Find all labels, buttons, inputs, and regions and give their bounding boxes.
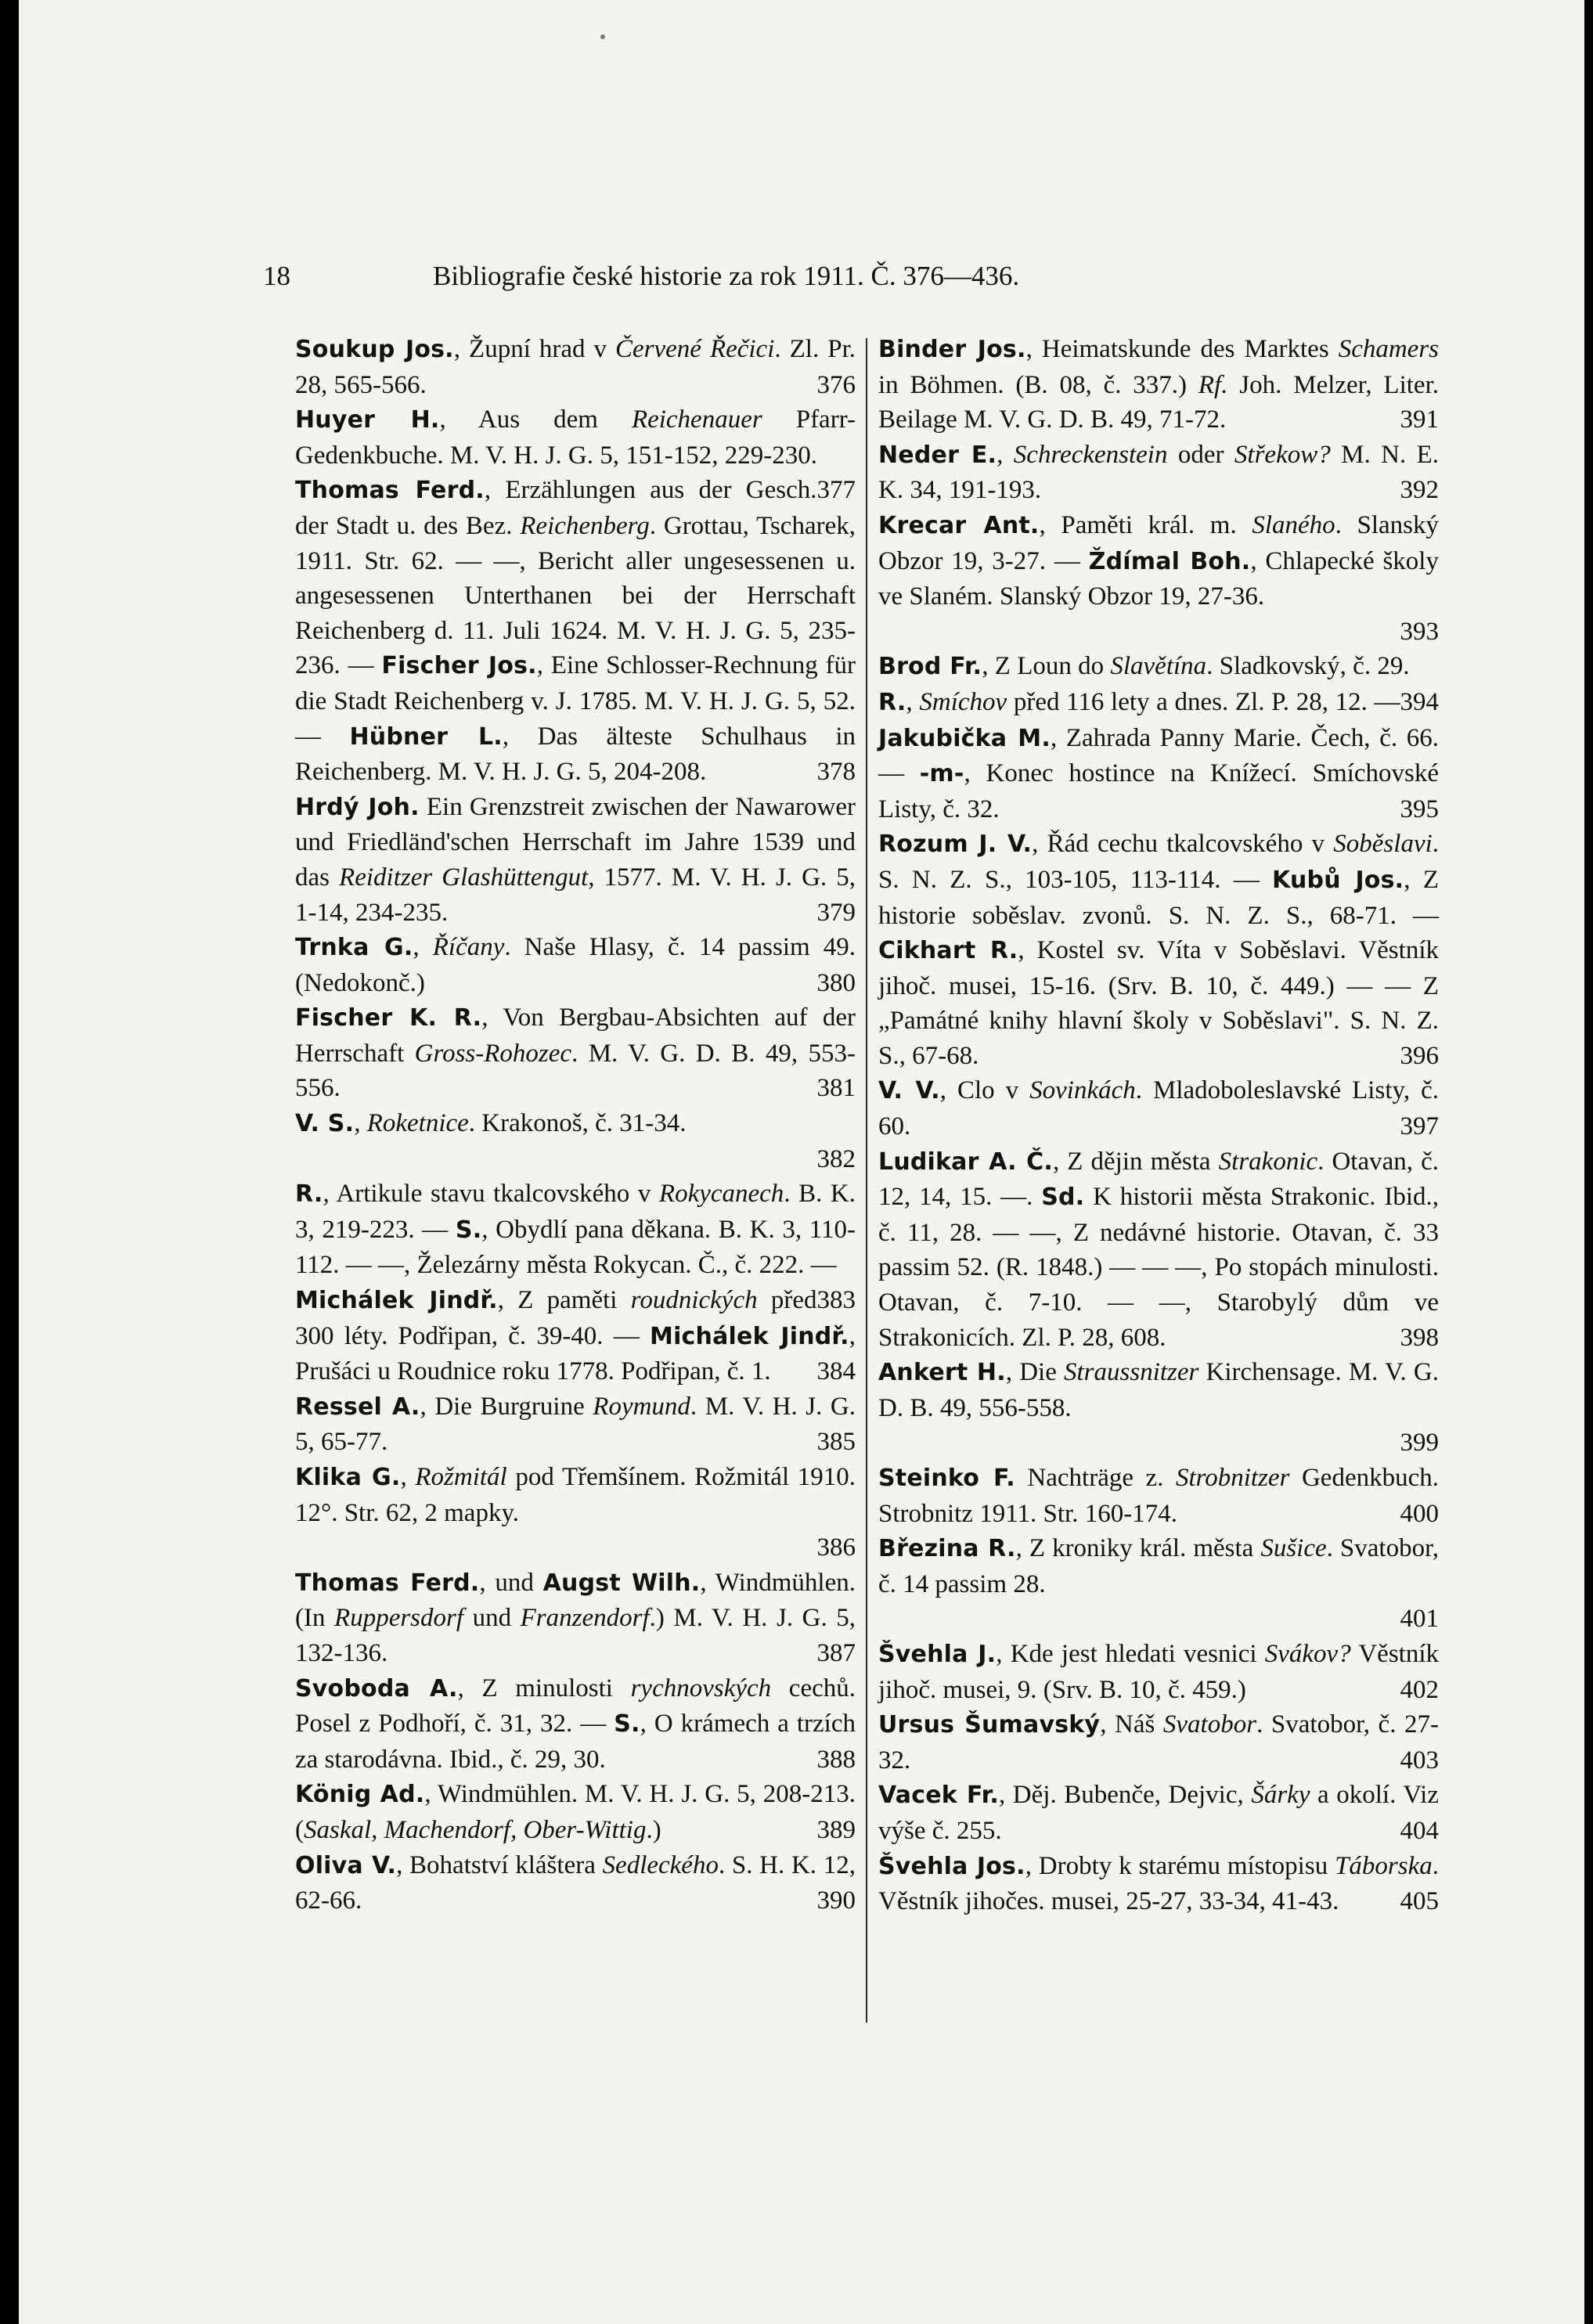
entry-italic-text: Táborska [1335, 1851, 1433, 1880]
entry-author: R. [878, 688, 906, 716]
entry-author: Ludikar A. Č. [878, 1148, 1053, 1176]
entry-author: Svoboda A. [295, 1674, 458, 1702]
entry-text: . Sladkovský, č. 29. [1206, 652, 1410, 681]
entry-text: před 300 léty. Podřipan, č. 39-40. — [295, 1286, 817, 1350]
entry-text: , Z historie soběslav. zvonů. S. N. Z. S., 68-71. — [878, 865, 1439, 930]
entry-author: Michálek Jindř. [650, 1322, 849, 1350]
entry-number: 389 [816, 1815, 856, 1844]
entry-italic-text: Reiditzer Glashüttengut [339, 863, 589, 892]
entry-number: 385 [816, 1428, 856, 1457]
entry-italic-text: Sedleckého [602, 1850, 719, 1879]
entry-text: . S. N. Z. S., 103-105, 113-114. — [878, 830, 1440, 894]
bibliography-entry [878, 508, 1439, 649]
entry-number: 384 [816, 1357, 856, 1386]
bibliography-entry [878, 1073, 1439, 1144]
entry-text: , Drobty k starému místopisu [1025, 1851, 1335, 1880]
entry-author: Neder E. [878, 441, 997, 469]
entry-text: .) M. V. H. J. G. 5, 132-136. [295, 1604, 856, 1667]
entry-text: . Grottau, Tscharek, 1911. Str. 62. — —, Bericht aller ungesessenen u. angesessenen Unterthanen bei der Herrschaft Reichenberg d. 11. Juli 1624. M. V. H. J. G. 5, 235-236. — [295, 511, 856, 680]
entry-text: pod Třemšínem. Rožmitál 1910. 12°. Str. 62, 2 mapky. [295, 1463, 856, 1527]
entry-text: , und [479, 1568, 543, 1597]
entry-text: M. N. E. K. 34, 191-193. [878, 440, 1439, 505]
entry-author: Binder Jos. [878, 336, 1026, 363]
entry-text: . Otavan, č. 12, 14, 15. —. [878, 1147, 1439, 1212]
entry-number: 402 [1400, 1675, 1439, 1704]
entry-number: 398 [1400, 1323, 1439, 1352]
bibliography-entry [878, 438, 1439, 508]
entry-number: 379 [816, 898, 856, 927]
bibliography-entry [878, 1355, 1439, 1461]
entry-text: , Z paměti [497, 1286, 631, 1315]
entry-italic-text: Gross-Rohozec [414, 1039, 572, 1068]
entry-italic-text: Schreckenstein [1013, 440, 1168, 469]
entry-italic-text: Svatobor [1162, 1710, 1257, 1739]
entry-number: 388 [816, 1745, 856, 1774]
bibliography-entry [878, 685, 1439, 827]
bibliography-entry [295, 930, 856, 1000]
page-header [263, 261, 1019, 292]
entry-italic-text: Sovinkách [1029, 1076, 1136, 1105]
entry-text: , [906, 687, 920, 716]
entry-text: in Böhmen. (B. 08, č. 337.) [878, 370, 1198, 399]
entry-text: Věstník jihoč. musei, 9. (Srv. B. 10, č. 459.) [878, 1639, 1440, 1704]
entry-author: Ždímal Boh. [1088, 547, 1251, 575]
entry-text: . Krakonoš, č. 31-34. [468, 1109, 687, 1138]
bibliography-entry [295, 332, 856, 402]
entry-number: 378 [816, 758, 856, 787]
bibliography-entry [295, 1671, 856, 1778]
entry-number: 380 [816, 968, 856, 997]
entry-italic-text: Ruppersdorf [334, 1604, 464, 1633]
entry-number: 399 [1400, 1429, 1439, 1457]
bibliography-entry [295, 1000, 856, 1106]
entry-text: , Z kroniky král. města [1015, 1534, 1261, 1563]
entry-number: 392 [1400, 476, 1439, 505]
entry-text: , Erzählungen aus der Gesch. der Stadt u. des Bez. [295, 476, 817, 540]
entry-number: 401 [1400, 1605, 1439, 1634]
entry-number: 381 [816, 1074, 856, 1103]
entry-author: Hrdý Joh. [295, 793, 420, 821]
entry-text: , Aus dem [439, 405, 632, 434]
entry-number: 387 [816, 1638, 856, 1667]
entry-text: und [463, 1604, 521, 1633]
entry-italic-text: Střekow? [1234, 440, 1331, 469]
entry-text: , Děj. Bubenče, Dejvic, [998, 1781, 1252, 1810]
bibliography-entry [295, 1777, 856, 1847]
entry-italic-text: Reichenberg [520, 511, 650, 540]
entry-text: , Obydlí pana děkana. B. K. 3, 110-112. — —, Železárny města Rokycan. Č., č. 222. — [295, 1215, 856, 1280]
entry-italic-text: Rožmitál [415, 1463, 507, 1491]
entry-author: S. [455, 1216, 482, 1244]
bibliography-entry [878, 1849, 1439, 1919]
entry-italic-text: Soběslavi [1333, 830, 1433, 859]
bibliography-entry [295, 1566, 856, 1671]
entry-text: . B. K. 3, 219-223. — [295, 1180, 856, 1244]
entry-text: , Heimatskunde des Marktes [1025, 335, 1339, 363]
entry-author: Rozum J. V. [878, 831, 1033, 859]
entry-number: 391 [1400, 405, 1439, 434]
bibliography-entry [295, 1848, 856, 1919]
entry-author: V. S. [295, 1110, 355, 1138]
entry-italic-text: Sušice [1260, 1534, 1327, 1563]
entry-text: , Das älteste Schulhaus in Reichenberg. M. V. H. J. G. 5, 204-208. [295, 722, 856, 787]
entry-text: . Mladoboleslavské Listy, č. 60. [878, 1076, 1439, 1141]
entry-text: , 1577. M. V. H. J. G. 5, 1-14, 234-235. [295, 863, 856, 927]
entry-text: , Von Bergbau-Absichten auf der Herrschaft [295, 1003, 856, 1068]
entry-text: . Zl. Pr. 28, 565-566. [295, 335, 856, 399]
entry-text: , [997, 440, 1014, 469]
entry-number: 390 [816, 1886, 856, 1915]
entry-italic-text: Strakonic [1218, 1147, 1318, 1176]
entry-author: Fischer Jos. [381, 652, 537, 680]
entry-author: Kubů Jos. [1272, 866, 1404, 894]
entry-author: Steinko F. [878, 1465, 1015, 1492]
entry-author: König Ad. [295, 1781, 425, 1809]
entry-italic-text: Schamers [1338, 335, 1439, 363]
bibliography-entry [878, 827, 1439, 1073]
entry-text: , Prušáci u Roudnice roku 1778. Podřipan, č. 1. [295, 1321, 856, 1386]
entry-italic-text: Slavětína [1110, 652, 1207, 681]
entry-italic-text: Šárky [1251, 1781, 1310, 1810]
entry-text: Nachträge z. [1015, 1464, 1176, 1492]
entry-author: Sd. [1041, 1184, 1085, 1212]
entry-italic-text: Červené Řečici [615, 335, 775, 363]
entry-author: Huyer H. [295, 406, 440, 434]
entry-number: 383 [816, 1286, 856, 1315]
entry-author: Trnka G. [295, 934, 413, 962]
entry-author: Ankert H. [878, 1359, 1006, 1387]
entry-text: cechů. Posel z Podhoří, č. 31, 32. — [295, 1674, 856, 1738]
entry-text: , Windmühlen. M. V. H. J. G. 5, 208-213. ( [295, 1780, 856, 1844]
entry-italic-text: Saskal, Machendorf, Ober-Wittig [304, 1815, 647, 1844]
entry-author: Fischer K. R. [295, 1004, 482, 1032]
entry-text: . Naše Hlasy, č. 14 passim 49. (Nedokonč.) [295, 933, 856, 997]
bibliography-entry [295, 473, 856, 789]
entry-italic-text: Straussnitzer [1064, 1358, 1199, 1387]
entry-text: , Die [1005, 1358, 1065, 1387]
entry-text: , [413, 933, 433, 962]
entry-number: 386 [816, 1533, 856, 1562]
entry-author: Švehla J. [878, 1640, 997, 1668]
bibliography-entry [295, 1460, 856, 1566]
entry-text: . Svatobor, č. 14 passim 28. [878, 1534, 1439, 1598]
entry-text: , Z Loun do [982, 652, 1111, 681]
entry-text: , Z minulosti [457, 1674, 631, 1702]
bibliography-entry [295, 790, 856, 930]
entry-text: Joh. Melzer, Liter. Beilage M. V. G. D. B. 49, 71-72. [878, 370, 1439, 434]
entry-italic-text: Roketnice [366, 1109, 469, 1138]
entry-italic-text: Slaného [1252, 510, 1335, 539]
right-column [878, 332, 1439, 1919]
entry-number: 403 [1400, 1746, 1439, 1775]
entry-text: , Kostel sv. Víta v Soběslavi. Věstník jihoč. musei, 15-16. (Srv. B. 10, č. 449.) — — Z „Památné knihy hlavní školy v Soběslavi". S. N. Z. S., 67-68. [878, 936, 1439, 1070]
entry-text: , Župní hrad v [453, 335, 615, 363]
entry-text: K historii města Strakonic. Ibid., č. 11, 28. — —, Z nedávné historie. Otavan, č. 33 passim 52. (R. 1848.) — — —, Po stopách minulosti. Otavan, č. 7-10. — —, Starobylý dům ve Strakonicích. Zl. P. 28, 608. [878, 1183, 1439, 1352]
entry-text: . Slanský Obzor 19, 3-27. — [878, 510, 1440, 575]
entry-text: , Řád cechu tkalcovského v [1032, 830, 1334, 859]
entry-author: Michálek Jindř. [295, 1287, 498, 1315]
entry-italic-text: rychnovských [630, 1674, 772, 1702]
entry-italic-text: roudnických [630, 1286, 758, 1315]
page-speck [600, 34, 605, 39]
page-title: Bibliografie české historie za rok 1911. Č. 376—436. [433, 261, 1020, 291]
column-divider [866, 338, 867, 2023]
entry-italic-text: Franzendorf [520, 1604, 650, 1633]
entry-italic-text: Svákov? [1264, 1639, 1351, 1668]
entry-author: -m- [919, 760, 964, 788]
entry-italic-text: Reichenauer [631, 405, 762, 434]
document-page [19, 0, 1584, 2324]
entry-author: Ursus Šumavský [878, 1711, 1101, 1739]
entry-italic-text: Strobnitzer [1175, 1464, 1290, 1492]
entry-author: Vacek Fr. [878, 1782, 999, 1810]
entry-text: , [400, 1463, 416, 1491]
bibliography-entry [878, 1637, 1439, 1707]
entry-author: Augst Wilh. [542, 1569, 701, 1597]
entry-author: Thomas Ferd. [295, 1569, 480, 1597]
entry-text: Gedenkbuch. Strobnitz 1911. Str. 160-174. [878, 1464, 1439, 1528]
entry-italic-text: Rokycanech [658, 1180, 784, 1209]
bibliography-entry [878, 1707, 1439, 1778]
entry-italic-text: Roymund [593, 1392, 690, 1421]
entry-italic-text: Smíchov [919, 687, 1007, 716]
entry-number: 393 [1400, 617, 1439, 646]
entry-author: Klika G. [295, 1464, 401, 1491]
entry-number: 382 [816, 1144, 856, 1173]
entry-text: . Svatobor, č. 27-32. [878, 1710, 1440, 1775]
entry-author: Švehla Jos. [878, 1852, 1025, 1880]
entry-number: 404 [1400, 1816, 1439, 1845]
entry-text: , Z dějin města [1052, 1147, 1219, 1176]
entry-author: Ressel A. [295, 1393, 420, 1421]
bibliography-entry [878, 1144, 1439, 1356]
page-number: 18 [263, 261, 290, 291]
entry-text: oder [1167, 440, 1234, 469]
entry-author: Hübner L. [349, 722, 503, 751]
entry-text: , Die Burgruine [420, 1392, 593, 1421]
entry-text: . M. V. H. J. G. 5, 65-77. [295, 1392, 856, 1457]
entry-author: Cikhart R. [878, 937, 1018, 965]
entry-text: . Věstník jihočes. musei, 25-27, 33-34, 41-43. [878, 1851, 1439, 1916]
entry-text: , Bohatství kláštera [396, 1850, 603, 1879]
entry-text: a okolí. Viz výše č. 255. [878, 1781, 1439, 1845]
entry-text: , Zahrada Panny Marie. Čech, č. 66. — [878, 723, 1440, 788]
entry-text: , Clo v [939, 1076, 1030, 1105]
bibliography-entry [295, 1283, 856, 1389]
entry-author: V. V. [878, 1077, 940, 1105]
entry-text: , Chlapecké školy ve Slaném. Slanský Obzor 19, 27-36. [878, 546, 1439, 611]
entry-number: 395 [1400, 794, 1439, 823]
bibliography-entry [878, 1531, 1439, 1637]
entry-number: 377 [816, 476, 856, 505]
entry-text: Kirchensage. M. V. G. D. B. 49, 556-558. [878, 1358, 1440, 1422]
entry-number: 397 [1400, 1112, 1439, 1141]
entry-text: , Windmühlen. (In [295, 1568, 856, 1633]
entry-text: . S. H. K. 12, 62-66. [295, 1850, 856, 1915]
entry-author: Brod Fr. [878, 653, 982, 681]
entry-author: Jakubička M. [878, 724, 1051, 752]
entry-text: Pfarr-Gedenkbuche. M. V. H. J. G. 5, 151-152, 229-230. [295, 405, 856, 470]
left-column [295, 332, 856, 1919]
entry-author: S. [614, 1710, 640, 1738]
entry-number: 396 [1400, 1041, 1439, 1070]
entry-text: , O krámech a trzích za starodávna. Ibid., č. 29, 30. [295, 1710, 856, 1774]
entry-italic-text: Rf. [1198, 370, 1228, 399]
bibliography-entry [878, 1778, 1439, 1848]
entry-text: před 116 lety a dnes. Zl. P. 28, 12. — [1007, 687, 1400, 716]
entry-italic-text: Říčany [432, 933, 505, 962]
entry-text: , Náš [1100, 1710, 1163, 1739]
entry-text: , Konec hostince na Knížecí. Smíchovské Listy, č. 32. [878, 759, 1440, 823]
entry-text: , Eine Schlosser-Rechnung für die Stadt Reichenberg v. J. 1785. M. V. H. J. G. 5, 52. — [295, 651, 856, 751]
bibliography-entry [295, 1389, 856, 1460]
entry-text: .) [646, 1815, 661, 1844]
entry-author: Soukup Jos. [295, 336, 454, 363]
bibliography-entry [878, 1461, 1439, 1531]
entry-text: , Artikule stavu tkalcovského v [323, 1180, 659, 1209]
entry-author: Březina R. [878, 1535, 1016, 1563]
entry-number: 394 [1400, 687, 1439, 716]
entry-text: . M. V. G. D. B. 49, 553-556. [295, 1039, 856, 1103]
entry-author: Oliva V. [295, 1851, 397, 1879]
entry-author: R. [295, 1180, 323, 1209]
entry-text: , [354, 1109, 367, 1138]
entry-number: 405 [1400, 1887, 1439, 1916]
entry-text: , Kde jest hledati vesnici [996, 1639, 1265, 1668]
entry-number: 400 [1400, 1499, 1439, 1528]
entry-text: Ein Grenzstreit zwischen der Nawarower und Friedländ'schen Herrschaft im Jahre 1539 und das [295, 792, 856, 892]
entry-text: , Paměti král. m. [1039, 510, 1252, 539]
entry-author: Thomas Ferd. [295, 477, 485, 505]
entry-author: Krecar Ant. [878, 511, 1040, 539]
bibliography-entry [295, 1106, 856, 1176]
bibliography-entry [878, 332, 1439, 438]
entry-number: 376 [816, 370, 856, 399]
